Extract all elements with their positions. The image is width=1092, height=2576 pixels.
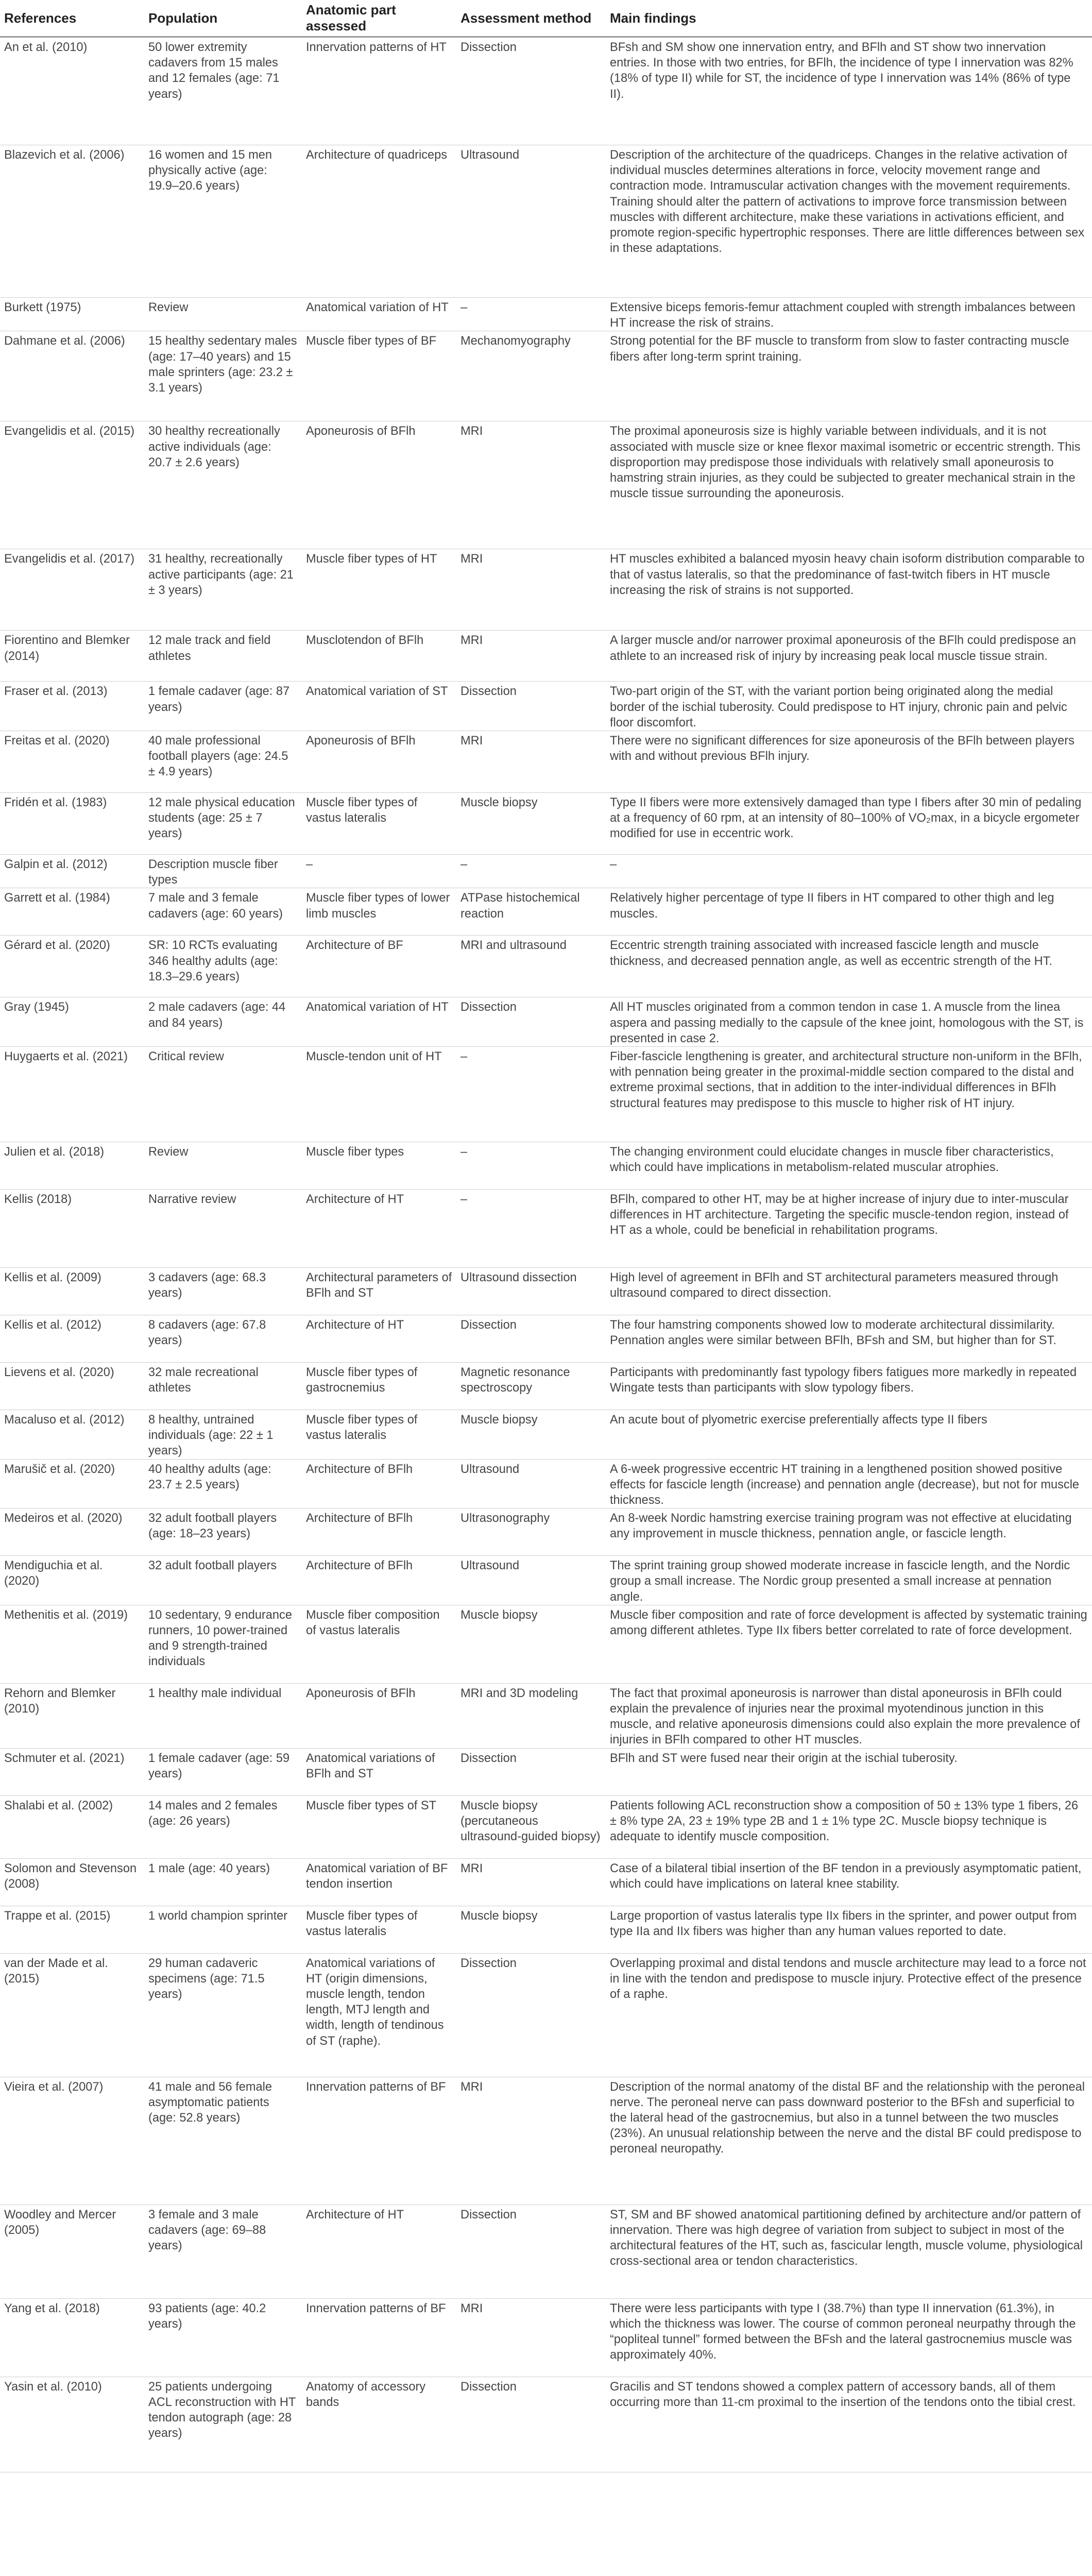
cell-main-findings: Relatively higher percentage of type II fibers in HT compared to other thigh and leg muscles.	[606, 888, 1092, 936]
table-row	[0, 298, 1092, 331]
cell-anatomic-part: Innervation patterns of BF	[302, 2298, 456, 2377]
cell-reference: Methenitis et al. (2019)	[0, 1605, 144, 1683]
cell-population: 7 male and 3 female cadavers (age: 60 years)	[144, 888, 302, 936]
cell-main-findings: Fiber-fascicle lengthening is greater, and architectural structure non-uniform in the BFlh, with pennation being greater in the proximal-middle section compared to the distal and extreme proximal sections, that in addition to the inter-individual differences in BFlh structural features may predispose to this muscle to higher risk of HT injury.	[606, 1047, 1092, 1142]
cell-assessment-method: MRI and ultrasound	[456, 936, 606, 997]
cell-main-findings: A 6-week progressive eccentric HT training in a lengthened position showed positive effects for fascicle length (increase) and pennation angle (decrease), but not for muscle thickness.	[606, 1459, 1092, 1509]
cell-population: 14 males and 2 females (age: 26 years)	[144, 1795, 302, 1858]
cell-assessment-method: Muscle biopsy	[456, 1410, 606, 1460]
cell-population: 12 male physical education students (age: 25 ± 7 years)	[144, 793, 302, 855]
table-row	[0, 631, 1092, 682]
cell-population: 32 adult football players	[144, 1556, 302, 1605]
cell-main-findings: BFlh, compared to other HT, may be at higher increase of injury due to inter-muscular differences in HT architecture. Targeting the specific muscle-tendon region, instead of HT as a whole, could be beneficial in rehabilitation programs.	[606, 1190, 1092, 1268]
table-row	[0, 1363, 1092, 1410]
cell-assessment-method: MRI	[456, 2298, 606, 2377]
table-row	[0, 1142, 1092, 1190]
cell-assessment-method: –	[456, 1190, 606, 1268]
cell-main-findings: An 8-week Nordic hamstring exercise training program was not effective at elucidating any improvement in muscle thickness, pennation angle, or fascicle length.	[606, 1509, 1092, 1556]
cell-anatomic-part: Muscle fiber types of vastus lateralis	[302, 793, 456, 855]
cell-anatomic-part: Architecture of HT	[302, 1315, 456, 1363]
table-row	[0, 793, 1092, 855]
cell-population: Review	[144, 298, 302, 331]
cell-reference: Marušič et al. (2020)	[0, 1459, 144, 1509]
table-row	[0, 1315, 1092, 1363]
cell-anatomic-part: Muscle fiber types of HT	[302, 549, 456, 631]
cell-main-findings: The fact that proximal aponeurosis is narrower than distal aponeurosis in BFlh could explain the prevalence of injuries near the proximal myotendinous junction in this muscle, and relative aponeurosis dimensions could also explain the more prevalence of injuries in BFlh compared to other HT muscles.	[606, 1683, 1092, 1748]
cell-assessment-method: MRI and 3D modeling	[456, 1683, 606, 1748]
cell-main-findings: BFlh and ST were fused near their origin at the ischial tuberosity.	[606, 1748, 1092, 1795]
cell-population: 10 sedentary, 9 endurance runners, 10 power-trained and 9 strength-trained individuals	[144, 1605, 302, 1683]
table-row	[0, 1268, 1092, 1315]
cell-reference: Kellis et al. (2012)	[0, 1315, 144, 1363]
header-anatomic-part: Anatomic part assessed	[302, 0, 456, 37]
cell-assessment-method: Dissection	[456, 1953, 606, 2077]
cell-assessment-method: Dissection	[456, 1315, 606, 1363]
cell-anatomic-part: Anatomical variations of BFlh and ST	[302, 1748, 456, 1795]
cell-anatomic-part: Muscle fiber types of ST	[302, 1795, 456, 1858]
cell-assessment-method: Ultrasonography	[456, 1509, 606, 1556]
cell-main-findings: Description of the architecture of the quadriceps. Changes in the relative activation of individual muscles determines alterations in force, velocity movement range and contraction mode. Intramuscular activation changes with the movement requirements. Training should alter the pattern of activations to improve force transmission between muscles with different architecture, make these variations in activations efficient, and promote region-specific hypertrophic responses. There are little differences between sex in these adaptations.	[606, 145, 1092, 298]
cell-main-findings: A larger muscle and/or narrower proximal aponeurosis of the BFlh could predispose an athlete to an increased risk of injury by increasing peak local muscle tissue strain.	[606, 631, 1092, 682]
cell-reference: Macaluso et al. (2012)	[0, 1410, 144, 1460]
cell-anatomic-part: Innervation patterns of HT	[302, 37, 456, 145]
cell-population: 40 healthy adults (age: 23.7 ± 2.5 years)	[144, 1459, 302, 1509]
cell-reference: Galpin et al. (2012)	[0, 855, 144, 888]
cell-population: 93 patients (age: 40.2 years)	[144, 2298, 302, 2377]
cell-anatomic-part: Architecture of BFlh	[302, 1509, 456, 1556]
cell-population: 40 male professional football players (age: 24.5 ± 4.9 years)	[144, 731, 302, 793]
cell-assessment-method: Dissection	[456, 2205, 606, 2298]
cell-main-findings: Patients following ACL reconstruction show a composition of 50 ± 13% type 1 fibers, 26 ± 8% type 2A, 23 ± 19% type 2B and 1 ± 1% type 2C. Muscle biopsy technique is adequate to identify muscle composition.	[606, 1795, 1092, 1858]
cell-anatomic-part: Muscle fiber composition of vastus lateralis	[302, 1605, 456, 1683]
cell-reference: Rehorn and Blemker (2010)	[0, 1683, 144, 1748]
cell-assessment-method: Dissection	[456, 682, 606, 731]
table-row	[0, 936, 1092, 997]
cell-main-findings: Case of a bilateral tibial insertion of the BF tendon in a previously asymptomatic patient, which could have implications on lateral knee stability.	[606, 1858, 1092, 1906]
table-header	[0, 0, 1092, 37]
cell-population: 30 healthy recreationally active individuals (age: 20.7 ± 2.6 years)	[144, 421, 302, 549]
cell-main-findings: ST, SM and BF showed anatomical partitioning defined by architecture and/or pattern of innervation. There was high degree of variation from subject to subject in most of the architectural features of the HT, such as, fascicular length, muscle volume, physiological cross-sectional area or tendon characteristics.	[606, 2205, 1092, 2298]
table-row	[0, 2377, 1092, 2472]
table-row	[0, 2205, 1092, 2298]
table-row	[0, 888, 1092, 936]
table-row	[0, 731, 1092, 793]
cell-anatomic-part: Anatomical variation of HT	[302, 997, 456, 1047]
table-row	[0, 421, 1092, 549]
cell-population: 1 male (age: 40 years)	[144, 1858, 302, 1906]
cell-population: 1 healthy male individual	[144, 1683, 302, 1748]
cell-population: 32 male recreational athletes	[144, 1363, 302, 1410]
table-row	[0, 331, 1092, 421]
cell-population: 41 male and 56 female asymptomatic patients (age: 52.8 years)	[144, 2077, 302, 2205]
cell-anatomic-part: Muscle fiber types of lower limb muscles	[302, 888, 456, 936]
table-row	[0, 145, 1092, 298]
cell-population: 1 female cadaver (age: 87 years)	[144, 682, 302, 731]
cell-main-findings: The changing environment could elucidate changes in muscle fiber characteristics, which could have implications in metabolism-related muscular atrophies.	[606, 1142, 1092, 1190]
header-assessment-method: Assessment method	[456, 0, 606, 37]
cell-anatomic-part: Architecture of BF	[302, 936, 456, 997]
cell-main-findings: Type II fibers were more extensively damaged than type I fibers after 30 min of pedaling at a frequency of 60 rpm, at an intensity of 80–100% of VO₂max, in a bicycle ergometer modified for use in eccentric work.	[606, 793, 1092, 855]
cell-main-findings: All HT muscles originated from a common tendon in case 1. A muscle from the linea aspera and passing medially to the capsule of the knee joint, homologous with the ST, is presented in case 2.	[606, 997, 1092, 1047]
cell-assessment-method: Muscle biopsy	[456, 1906, 606, 1953]
table-row	[0, 1190, 1092, 1268]
cell-assessment-method: –	[456, 298, 606, 331]
cell-anatomic-part: Architectural parameters of BFlh and ST	[302, 1268, 456, 1315]
cell-reference: Burkett (1975)	[0, 298, 144, 331]
cell-assessment-method: Ultrasound	[456, 145, 606, 298]
cell-reference: Blazevich et al. (2006)	[0, 145, 144, 298]
table-row	[0, 1683, 1092, 1748]
cell-anatomic-part: Anatomical variation of BF tendon insertion	[302, 1858, 456, 1906]
cell-reference: Lievens et al. (2020)	[0, 1363, 144, 1410]
cell-reference: Freitas et al. (2020)	[0, 731, 144, 793]
cell-anatomic-part: Aponeurosis of BFlh	[302, 1683, 456, 1748]
cell-anatomic-part: –	[302, 855, 456, 888]
cell-population: SR: 10 RCTs evaluating 346 healthy adults (age: 18.3–29.6 years)	[144, 936, 302, 997]
cell-reference: Solomon and Stevenson (2008)	[0, 1858, 144, 1906]
cell-anatomic-part: Muscle fiber types of gastrocnemius	[302, 1363, 456, 1410]
cell-assessment-method: Ultrasound dissection	[456, 1268, 606, 1315]
cell-assessment-method: –	[456, 1142, 606, 1190]
table-row	[0, 1906, 1092, 1953]
cell-assessment-method: Dissection	[456, 2377, 606, 2472]
cell-reference: Schmuter et al. (2021)	[0, 1748, 144, 1795]
table-row	[0, 855, 1092, 888]
cell-assessment-method: Magnetic resonance spectroscopy	[456, 1363, 606, 1410]
cell-reference: Gray (1945)	[0, 997, 144, 1047]
cell-main-findings: Overlapping proximal and distal tendons and muscle architecture may lead to a force not in line with the tendon and predispose to muscle injury. Protective effect of the presence of a raphe.	[606, 1953, 1092, 2077]
table-row	[0, 1047, 1092, 1142]
cell-main-findings: Gracilis and ST tendons showed a complex pattern of accessory bands, all of them occurring more than 11-cm proximal to the insertion of the tendons onto the tibial crest.	[606, 2377, 1092, 2472]
cell-assessment-method: MRI	[456, 631, 606, 682]
cell-reference: Gérard et al. (2020)	[0, 936, 144, 997]
cell-anatomic-part: Muscle fiber types of BF	[302, 331, 456, 421]
cell-main-findings: –	[606, 855, 1092, 888]
cell-population: 1 world champion sprinter	[144, 1906, 302, 1953]
cell-anatomic-part: Architecture of HT	[302, 1190, 456, 1268]
table-row	[0, 1748, 1092, 1795]
cell-reference: Trappe et al. (2015)	[0, 1906, 144, 1953]
cell-assessment-method: –	[456, 1047, 606, 1142]
cell-main-findings: An acute bout of plyometric exercise preferentially affects type II fibers	[606, 1410, 1092, 1460]
cell-population: 2 male cadavers (age: 44 and 84 years)	[144, 997, 302, 1047]
cell-anatomic-part: Muscle fiber types	[302, 1142, 456, 1190]
cell-main-findings: BFsh and SM show one innervation entry, and BFlh and ST show two innervation entries. In those with two entries, for BFlh, the incidence of type I innervation was 82% (18% of type II) while for ST, the incidence of type I innervation was 14% (86% of type II).	[606, 37, 1092, 145]
table-row	[0, 37, 1092, 145]
header-population: Population	[144, 0, 302, 37]
cell-population: 16 women and 15 men physically active (age: 19.9–20.6 years)	[144, 145, 302, 298]
cell-assessment-method: Muscle biopsy	[456, 1605, 606, 1683]
cell-main-findings: HT muscles exhibited a balanced myosin heavy chain isoform distribution comparable to that of vastus lateralis, so that the predominance of fast-twitch fibers in HT muscle increasing the risk of strains is not supported.	[606, 549, 1092, 631]
cell-population: 3 cadavers (age: 68.3 years)	[144, 1268, 302, 1315]
cell-reference: Evangelidis et al. (2015)	[0, 421, 144, 549]
cell-population: 25 patients undergoing ACL reconstruction with HT tendon autograph (age: 28 years)	[144, 2377, 302, 2472]
cell-anatomic-part: Anatomical variation of ST	[302, 682, 456, 731]
cell-anatomic-part: Architecture of HT	[302, 2205, 456, 2298]
cell-anatomic-part: Anatomy of accessory bands	[302, 2377, 456, 2472]
cell-anatomic-part: Anatomical variation of HT	[302, 298, 456, 331]
cell-main-findings: Description of the normal anatomy of the distal BF and the relationship with the peroneal nerve. The peroneal nerve can pass downward posterior to the BFsh and superficial to the lateral head of the gastrocnemius, but also in a tunnel between the two muscles (23%). An unusual relationship between the nerve and the distal BF could predispose to peroneal neuropathy.	[606, 2077, 1092, 2205]
cell-reference: Garrett et al. (1984)	[0, 888, 144, 936]
cell-assessment-method: Ultrasound	[456, 1459, 606, 1509]
cell-reference: Shalabi et al. (2002)	[0, 1795, 144, 1858]
cell-reference: Yasin et al. (2010)	[0, 2377, 144, 2472]
cell-assessment-method: Dissection	[456, 37, 606, 145]
cell-main-findings: Muscle fiber composition and rate of force development is affected by systematic training among different athletes. Type IIx fibers better correlated to rate of force development.	[606, 1605, 1092, 1683]
table-row	[0, 997, 1092, 1047]
cell-main-findings: The proximal aponeurosis size is highly variable between individuals, and it is not associated with muscle size or knee flexor maximal isometric or eccentric strength. This disproportion may predispose those individuals with relatively small aponeurosis to hamstring strain injuries, as they could be subjected to greater mechanical strain in the muscle tissue surrounding the aponeurosis.	[606, 421, 1092, 549]
table-row	[0, 1509, 1092, 1556]
cell-anatomic-part: Architecture of BFlh	[302, 1556, 456, 1605]
cell-assessment-method: Dissection	[456, 997, 606, 1047]
cell-anatomic-part: Aponeurosis of BFlh	[302, 421, 456, 549]
cell-main-findings: High level of agreement in BFlh and ST architectural parameters measured through ultrasound compared to direct dissection.	[606, 1268, 1092, 1315]
cell-reference: Fraser et al. (2013)	[0, 682, 144, 731]
cell-reference: Fridén et al. (1983)	[0, 793, 144, 855]
cell-population: 8 cadavers (age: 67.8 years)	[144, 1315, 302, 1363]
cell-anatomic-part: Aponeurosis of BFlh	[302, 731, 456, 793]
cell-reference: Vieira et al. (2007)	[0, 2077, 144, 2205]
cell-population: 29 human cadaveric specimens (age: 71.5 years)	[144, 1953, 302, 2077]
cell-main-findings: The sprint training group showed moderate increase in fascicle length, and the Nordic group a small increase. The Nordic group presented a small increase at pennation angle.	[606, 1556, 1092, 1605]
table-row	[0, 1410, 1092, 1460]
cell-population: 15 healthy sedentary males (age: 17–40 years) and 15 male sprinters (age: 23.2 ± 3.1 years)	[144, 331, 302, 421]
header-references: References	[0, 0, 144, 37]
cell-population: Critical review	[144, 1047, 302, 1142]
cell-anatomic-part: Muscle fiber types of vastus lateralis	[302, 1410, 456, 1460]
cell-assessment-method: Mechanomyography	[456, 331, 606, 421]
cell-population: Review	[144, 1142, 302, 1190]
cell-population: 31 healthy, recreationally active participants (age: 21 ± 3 years)	[144, 549, 302, 631]
table-row	[0, 2077, 1092, 2205]
cell-population: 3 female and 3 male cadavers (age: 69–88 years)	[144, 2205, 302, 2298]
cell-assessment-method: MRI	[456, 1858, 606, 1906]
cell-reference: van der Made et al. (2015)	[0, 1953, 144, 2077]
cell-main-findings: Large proportion of vastus lateralis type IIx fibers in the sprinter, and power output from type IIa and IIx fibers was higher than any human values reported to date.	[606, 1906, 1092, 1953]
cell-reference: Medeiros et al. (2020)	[0, 1509, 144, 1556]
cell-main-findings: Strong potential for the BF muscle to transform from slow to faster contracting muscle fibers after long-term sprint training.	[606, 331, 1092, 421]
cell-population: 8 healthy, untrained individuals (age: 22 ± 1 years)	[144, 1410, 302, 1460]
cell-reference: An et al. (2010)	[0, 37, 144, 145]
table-row	[0, 682, 1092, 731]
table-row	[0, 1556, 1092, 1605]
cell-reference: Kellis (2018)	[0, 1190, 144, 1268]
cell-main-findings: There were no significant differences for size aponeurosis of the BFlh between players with and without previous BFlh injury.	[606, 731, 1092, 793]
cell-reference: Julien et al. (2018)	[0, 1142, 144, 1190]
cell-reference: Woodley and Mercer (2005)	[0, 2205, 144, 2298]
table-body	[0, 37, 1092, 2472]
cell-reference: Yang et al. (2018)	[0, 2298, 144, 2377]
cell-anatomic-part: Muscle-tendon unit of HT	[302, 1047, 456, 1142]
cell-main-findings: Extensive biceps femoris-femur attachment coupled with strength imbalances between HT increase the risk of strains.	[606, 298, 1092, 331]
cell-population: Description muscle fiber types	[144, 855, 302, 888]
cell-population: 32 adult football players (age: 18–23 years)	[144, 1509, 302, 1556]
table-row	[0, 1459, 1092, 1509]
cell-anatomic-part: Muscle fiber types of vastus lateralis	[302, 1906, 456, 1953]
header-row	[0, 0, 1092, 37]
cell-population: 50 lower extremity cadavers from 15 males and 12 females (age: 71 years)	[144, 37, 302, 145]
cell-anatomic-part: Anatomical variations of HT (origin dimensions, muscle length, tendon length, MTJ length and width, length of tendinous of ST (raphe).	[302, 1953, 456, 2077]
table-row	[0, 549, 1092, 631]
table-row	[0, 1795, 1092, 1858]
cell-population: 1 female cadaver (age: 59 years)	[144, 1748, 302, 1795]
table-row	[0, 1953, 1092, 2077]
cell-anatomic-part: Musclotendon of BFlh	[302, 631, 456, 682]
cell-assessment-method: MRI	[456, 549, 606, 631]
cell-main-findings: Participants with predominantly fast typology fibers fatigues more markedly in repeated Wingate tests than participants with slow typology fibers.	[606, 1363, 1092, 1410]
cell-assessment-method: Muscle biopsy (percutaneous ultrasound-guided biopsy)	[456, 1795, 606, 1858]
cell-main-findings: The four hamstring components showed low to moderate architectural dissimilarity. Pennation angles were similar between BFlh, BFsh and SM, but higher than for ST.	[606, 1315, 1092, 1363]
cell-population: 12 male track and field athletes	[144, 631, 302, 682]
cell-assessment-method: Dissection	[456, 1748, 606, 1795]
cell-anatomic-part: Architecture of quadriceps	[302, 145, 456, 298]
cell-main-findings: Two-part origin of the ST, with the variant portion being originated along the medial border of the ischial tuberosity. Could predispose to HT injury, chronic pain and pelvic floor discomfort.	[606, 682, 1092, 731]
cell-reference: Evangelidis et al. (2017)	[0, 549, 144, 631]
cell-reference: Mendiguchia et al. (2020)	[0, 1556, 144, 1605]
cell-reference: Fiorentino and Blemker (2014)	[0, 631, 144, 682]
table-row	[0, 1858, 1092, 1906]
cell-assessment-method: Muscle biopsy	[456, 793, 606, 855]
cell-main-findings: There were less participants with type I (38.7%) than type II innervation (61.3%), in which the thickness was lower. The course of common peroneal neurpathy through the “popliteal tunnel” formed between the BFsh and the lateral gastrocnemius muscle was approximately 40%.	[606, 2298, 1092, 2377]
cell-assessment-method: ATPase histochemical reaction	[456, 888, 606, 936]
cell-assessment-method: –	[456, 855, 606, 888]
table-row	[0, 1605, 1092, 1683]
cell-population: Narrative review	[144, 1190, 302, 1268]
cell-assessment-method: Ultrasound	[456, 1556, 606, 1605]
cell-reference: Dahmane et al. (2006)	[0, 331, 144, 421]
cell-main-findings: Eccentric strength training associated with increased fascicle length and muscle thickness, and decreased pennation angle, as well as eccentric strength of the HT.	[606, 936, 1092, 997]
cell-assessment-method: MRI	[456, 731, 606, 793]
table-row	[0, 2298, 1092, 2377]
cell-reference: Kellis et al. (2009)	[0, 1268, 144, 1315]
cell-assessment-method: MRI	[456, 2077, 606, 2205]
cell-anatomic-part: Innervation patterns of BF	[302, 2077, 456, 2205]
header-main-findings: Main findings	[606, 0, 1092, 37]
cell-anatomic-part: Architecture of BFlh	[302, 1459, 456, 1509]
cell-assessment-method: MRI	[456, 421, 606, 549]
cell-reference: Huygaerts et al. (2021)	[0, 1047, 144, 1142]
